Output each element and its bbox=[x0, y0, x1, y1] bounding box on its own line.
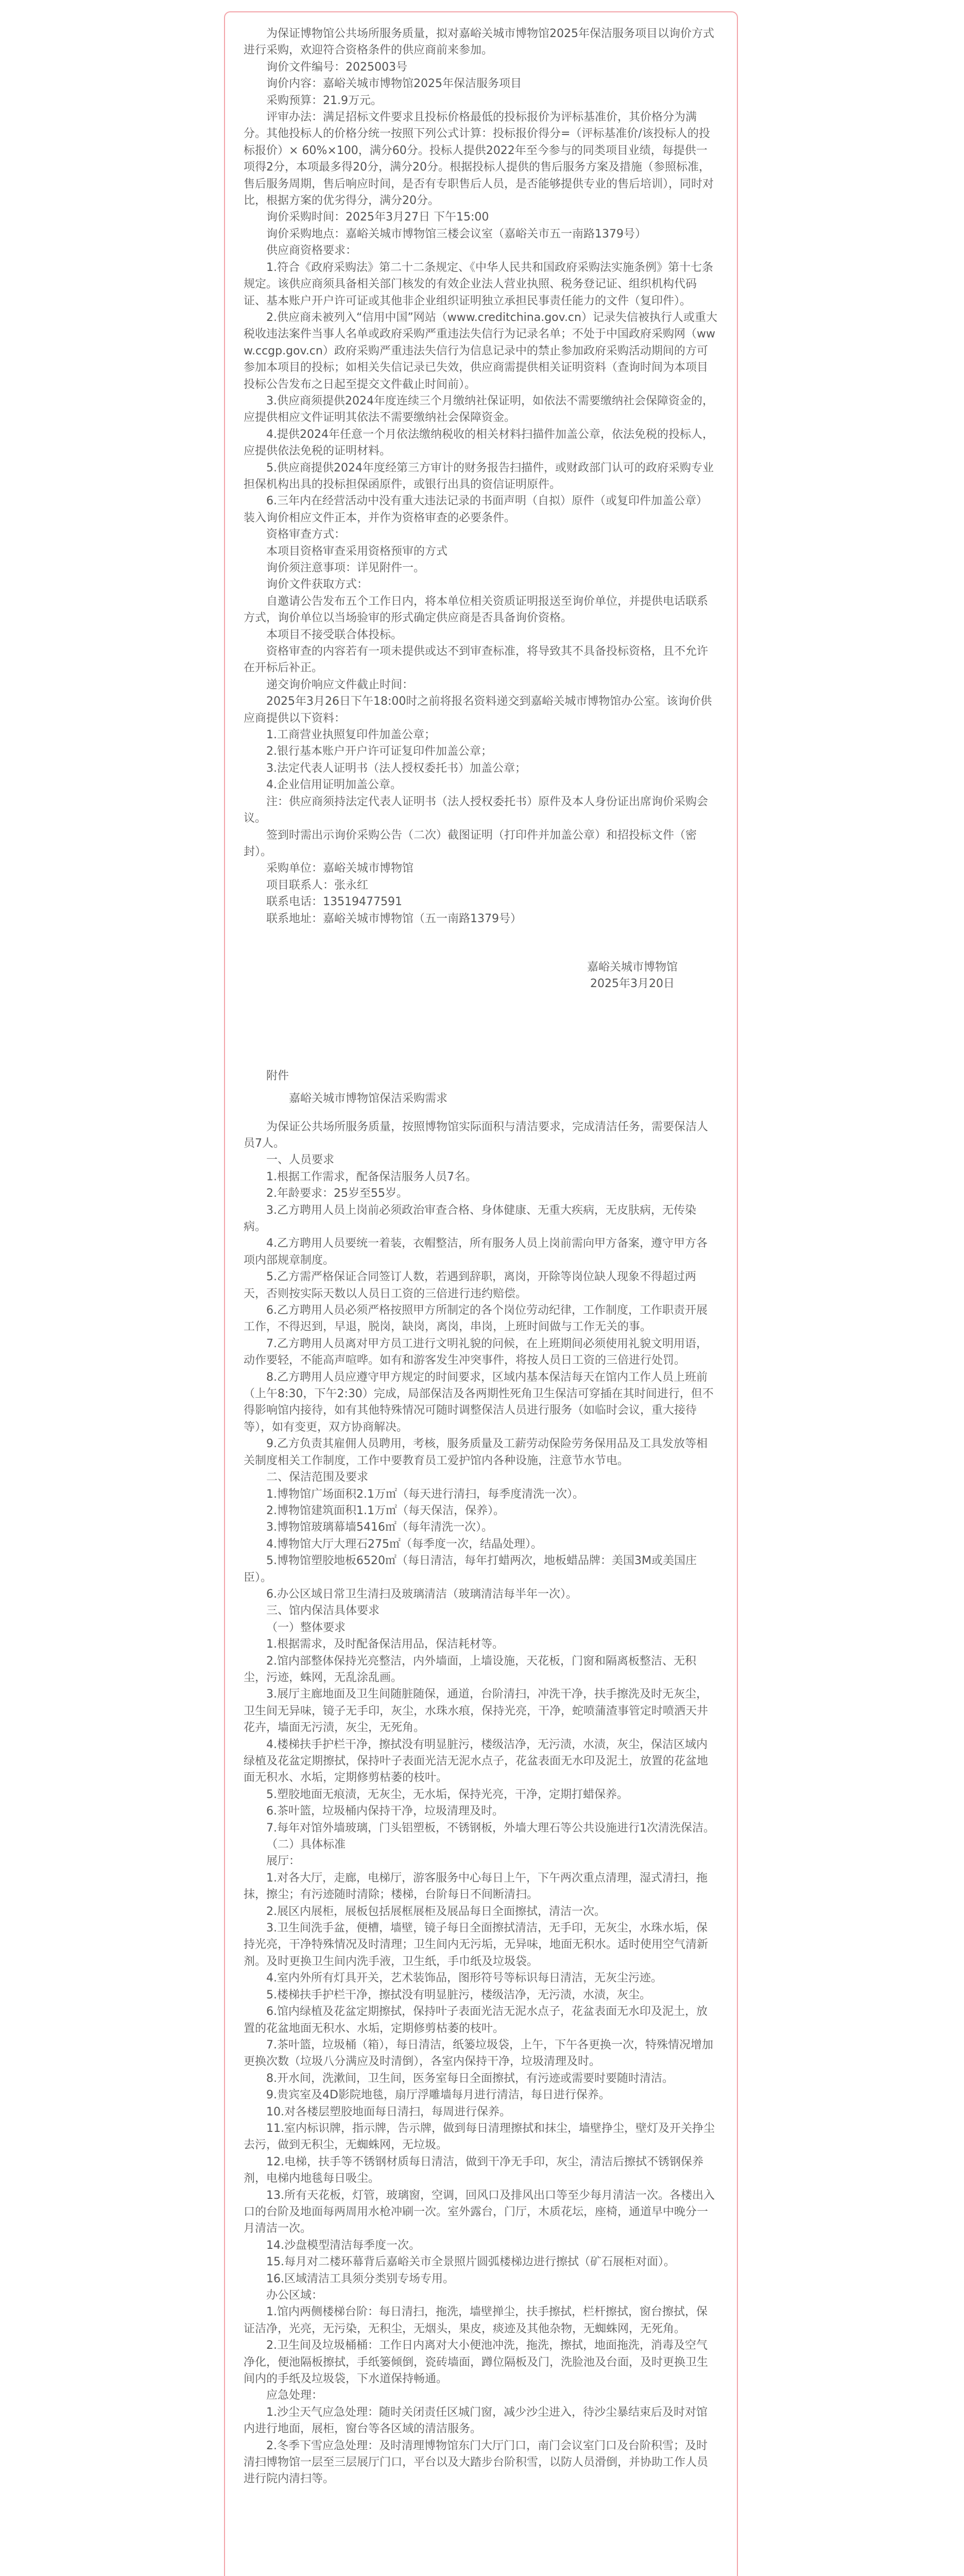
appendix-label: 附件 bbox=[266, 1069, 289, 1082]
appendix-paragraph: 1.根据工作需求，配备保洁服务人员7名。 bbox=[266, 1170, 477, 1183]
appendix-paragraph: 应急处理： bbox=[266, 2389, 323, 2402]
notice-paragraph: 询价采购时间：2025年3月27日 下午15:00 bbox=[266, 211, 489, 224]
spacer bbox=[244, 993, 717, 1068]
notice-paragraph: 5.供应商提供2024年度经第三方审计的财务报告扫描件，或财政部门认可的政府采购专业担保机构出具的投标担保函原件，或银行出具的资信证明原件。 bbox=[244, 461, 714, 491]
appendix-paragraph: （二）具体标准 bbox=[266, 1838, 346, 1852]
appendix-paragraph: 3.乙方聘用人员上岗前必须政治审查合格、身体健康、无重大疾病，无皮肤病，无传染病。 bbox=[244, 1204, 696, 1233]
appendix-paragraph: 4.博物馆大厅大理石275㎡（每季度一次，结晶处理）。 bbox=[266, 1537, 542, 1551]
appendix-paragraph: 6.办公区域日常卫生清扫及玻璃清洁（玻璃清洁每半年一次）。 bbox=[266, 1587, 577, 1601]
appendix-paragraph: 9.乙方负责其雇佣人员聘用，考核，服务质量及工薪劳动保险劳务保用品及工具发放等相关制度相关工作制度，工作中要教育员工爱护馆内各种设施，注意节水节电。 bbox=[244, 1437, 708, 1467]
notice-paragraph: 4.提供2024年任意一个月依法缴纳税收的相关材料扫描件加盖公章，依法免税的投标人，应提供依法免税的证明材料。 bbox=[244, 428, 714, 458]
appendix-paragraph: 7.每年对馆外墙玻璃，门头铝塑板，不锈钢板，外墙大理石等公共设施进行1次清洗保洁。 bbox=[266, 1821, 715, 1835]
signature-date: 2025年3月20日 bbox=[590, 977, 675, 991]
appendix-paragraph: 2.卫生间及垃圾桶桶：工作日内离对大小便池冲洗，拖洗，擦拭，地面拖洗，消毒及空气净化，便池隔板擦拭，手纸篓倾倒，瓷砖墙面，蹲位隔板及门，洗脸池及台面，及时更换卫生间内的手纸及垃圾袋，下水道保持畅通。 bbox=[244, 2339, 709, 2386]
notice-paragraph: 询价内容：嘉峪关城市博物馆2025年保洁服务项目 bbox=[266, 77, 522, 91]
appendix-body bbox=[244, 1119, 717, 2488]
notice-paragraph: 询价须注意事项：详见附件一。 bbox=[266, 562, 425, 574]
spacer bbox=[244, 1108, 717, 1119]
notice-paragraph: 询价文件获取方式： bbox=[266, 578, 369, 591]
appendix-paragraph: 8.开水间，洗漱间，卫生间，医务室每日全面擦拭，有污迹或需要时要随时清洁。 bbox=[266, 2072, 674, 2085]
appendix-paragraph: 7.乙方聘用人员离对甲方员工进行文明礼貌的问候，在上班期间必须使用礼貌文明用语，动作要轻，不能高声喧哗。如有和游客发生冲突事件，将按人员日工资的三倍进行处罚。 bbox=[244, 1337, 708, 1367]
notice-paragraph: 1.符合《政府采购法》第二十二条规定、《中华人民共和国政府采购法实施条例》第十七条规定。该供应商须具备相关部门核发的有效企业法人营业执照、税务登记证、组织机构代码证、基本账户开户许可证或其他非企业组织证明独立承担民事责任能力的文件（复印件）。 bbox=[244, 261, 713, 308]
notice-paragraph: 供应商资格要求： bbox=[266, 244, 357, 258]
appendix-paragraph: 8.乙方聘用人员应遵守甲方规定的时间要求，区域内基本保洁每天在馆内工作人员上班前（上午8:30，下午2:30）完成，局部保洁及各两期性死角卫生保洁可穿插在其时间进行，但不得影响馆内接待，如有其他特殊情况可随时调整保洁人员进行服务（如临时会议，重大接待等），如有变更，双方协商解决。 bbox=[244, 1370, 714, 1434]
appendix-paragraph: 3.展厅主廊地面及卫生间随脏随保，通道，台阶清扫，冲洗干净，扶手擦洗及时无灰尘，卫生间无异味，镜子无手印，灰尘，水珠水痕，保持光亮，干净，蛇喷蒲渣事管定时喷洒天井花卉，墙面无污渍，灰尘，无死角。 bbox=[244, 1688, 709, 1735]
appendix-paragraph: 二、保洁范围及要求 bbox=[266, 1471, 369, 1484]
appendix-paragraph: 5.乙方需严格保证合同签订人数，若遇到辞职，离岗，开除等岗位缺人现象不得超过两天，否则按实际天数以人员日工资的三倍进行违约赔偿。 bbox=[244, 1270, 696, 1300]
appendix-paragraph: 3.博物馆玻璃幕墙5416㎡（每年清洗一次）。 bbox=[266, 1521, 493, 1534]
appendix-paragraph: 1.博物馆广场面积2.1万㎡（每天进行清扫，每季度清洗一次）。 bbox=[266, 1487, 584, 1501]
appendix-paragraph: 2.年龄要求：25岁至55岁。 bbox=[266, 1187, 408, 1200]
appendix-paragraph: 一、人员要求 bbox=[266, 1154, 335, 1167]
notice-paragraph: 联系电话：13519477591 bbox=[266, 895, 402, 909]
appendix-paragraph: 5.塑胶地面无痕渍，无灰尘，无水垢，保持光亮，干净，定期打蜡保养。 bbox=[266, 1788, 628, 1801]
appendix-paragraph: 15.每月对二楼环幕背后嘉峪关市全景照片圆弧楼梯边进行擦拭（矿石展柜对面）。 bbox=[266, 2256, 675, 2269]
notice-paragraph: 自邀请公告发布五个工作日内，将本单位相关资质证明报送至询价单位，并提供电话联系方式，询价单位以当场验审的形式确定供应商是否具备询价资格。 bbox=[244, 595, 709, 625]
appendix-paragraph: 7.茶叶篮，垃圾桶（箱），每日清洁，纸篓垃圾袋，上午，下午各更换一次，特殊情况增加更换次数（垃圾八分满应及时清倒），各室内保持干净，垃圾清理及时。 bbox=[244, 2038, 713, 2069]
appendix-paragraph: 14.沙盘模型清洁每季度一次。 bbox=[266, 2239, 420, 2252]
appendix-paragraph: 16.区域清洁工具须分类别专场专用。 bbox=[266, 2272, 454, 2285]
appendix-title: 嘉峪关城市博物馆保洁采购需求 bbox=[289, 1092, 448, 1106]
appendix-paragraph: 2.博物馆建筑面积1.1万㎡（每天保洁，保养）。 bbox=[266, 1504, 505, 1517]
notice-paragraph: 3.供应商须提供2024年度连续三个月缴纳社保证明，如依法不需要缴纳社会保障资金的，应提供相应文件证明其依法不需要缴纳社会保障资金。 bbox=[244, 394, 714, 425]
appendix-paragraph: 3.卫生间洗手盆，便槽，墙壁，镜子每日全面擦拭清洁，无手印，无灰尘，水珠水垢，保持光亮，干净特殊情况及时清理；卫生间内无污垢，无异味，地面无积水。适时使用空气清新剂。及时更换卫生间内洗手液，卫生纸，手巾纸及垃圾袋。 bbox=[244, 1922, 709, 1968]
signature-block bbox=[553, 959, 712, 993]
appendix-paragraph: 1.馆内两侧楼梯台阶：每日清扫，拖洗，墙壁掸尘，扶手擦拭，栏杆擦拭，窗台擦拭，保证洁净，光亮，无污染，无积尘，无烟头，果皮，痰迹及其他杂物，无蜘蛛网，无死角。 bbox=[244, 2306, 708, 2335]
procurement-notice bbox=[244, 26, 717, 927]
appendix-paragraph: 13.所有天花板，灯管，玻璃窗，空调，回风口及排风出口等至少每月清洁一次。各楼出入口的台阶及地面每两周用水枪冲刷一次。室外露台，门厅，木质花坛，座椅，通道早中晚分一月清洁一次。 bbox=[244, 2189, 715, 2235]
notice-paragraph: 项目联系人：张永红 bbox=[266, 878, 369, 892]
notice-paragraph: 采购预算：21.9万元。 bbox=[266, 94, 382, 107]
appendix-paragraph: 4.室内外所有灯具开关，艺术装饰品，图形符号等标识每日清洁，无灰尘污迹。 bbox=[266, 1972, 662, 1985]
notice-paragraph: 本项目资格审查采用资格预审的方式 bbox=[266, 545, 448, 558]
appendix-paragraph: 2.冬季下雪应急处理：及时清理博物馆东门大厅门口，南门会议室门口及台阶积雪；及时清扫博物馆一层至三层展厅门口，平台以及大踏步台阶积雪，以防人员滑倒，并协助工作人员进行院内清扫等。 bbox=[244, 2439, 709, 2486]
notice-paragraph: 联系地址：嘉峪关城市博物馆（五一南路1379号） bbox=[266, 912, 522, 925]
signature-org: 嘉峪关城市博物馆 bbox=[587, 960, 678, 974]
appendix-paragraph: 6.茶叶篮，垃圾桶内保持干净，垃圾清理及时。 bbox=[266, 1805, 504, 1818]
document-body bbox=[225, 12, 737, 2488]
notice-paragraph: 签到时需出示询价采购公告（二次）截图证明（打印件并加盖公章）和招投标文件（密封）。 bbox=[244, 828, 697, 858]
notice-paragraph: 资格审查的内容若有一项未提供或达不到审查标准，将导致其不具备投标资格，且不允许在开标后补正。 bbox=[244, 645, 709, 675]
appendix-paragraph: （一）整体要求 bbox=[266, 1621, 346, 1634]
appendix-paragraph: 1.沙尘天气应急处理：随时关闭责任区城门窗，减少沙尘进入，待沙尘暴结束后及时对馆内进行地面，展柜，窗台等各区域的清洁服务。 bbox=[244, 2405, 708, 2436]
appendix-paragraph: 办公区域： bbox=[266, 2289, 323, 2302]
notice-paragraph: 2.银行基本账户开户许可证复印件加盖公章； bbox=[266, 745, 492, 758]
notice-paragraph: 资格审查方式： bbox=[266, 528, 346, 541]
appendix-paragraph: 4.楼梯扶手护栏干净，擦拭没有明显脏污，楼级洁净，无污渍，水渍，灰尘，保洁区域内绿植及花盆定期擦拭，保持叶子表面光洁无泥水点子，花盆表面无水印及泥土，放置的花盆地面无积水、水垢，定期修剪枯萎的枝叶。 bbox=[244, 1738, 709, 1785]
appendix-paragraph: 4.乙方聘用人员要统一着装，衣帽整洁，所有服务人员上岗前需向甲方备案，遵守甲方各项内部规章制度。 bbox=[244, 1237, 708, 1267]
spacer bbox=[244, 927, 717, 959]
notice-paragraph: 本项目不接受联合体投标。 bbox=[266, 628, 403, 641]
appendix-paragraph: 11.室内标识牌，指示牌，告示牌，做到每日清理擦拭和抹尘，墙壁挣尘，壁灯及开关挣尘去污，做到无积尘，无蜘蛛网，无垃圾。 bbox=[244, 2122, 715, 2152]
notice-paragraph: 为保证博物馆公共场所服务质量，拟对嘉峪关城市博物馆2025年保洁服务项目以询价方式进行采购，欢迎符合资格条件的供应商前来参加。 bbox=[244, 27, 714, 57]
appendix-paragraph: 为保证公共场所服务质量，按照博物馆实际面积与清洁要求，完成清洁任务，需要保洁人员7人。 bbox=[244, 1120, 709, 1150]
notice-paragraph: 2.供应商未被列入“信用中国”网站（www.creditchina.gov.cn）记录失信被执行人或重大税收违法案件当事人名单或政府采购严重违法失信行为记录名单；不处于中国政府采购网（www.ccgp.gov.cn）政府采购严重违法失信行为信息记录中的禁止参加政府采购活动期间的方可参加本项目的投标；如相关失信记录已失效，供应商需提供相关证明资料（查询时间为本项目投标公告发布之日起至提交文件截止时间前）。 bbox=[244, 311, 717, 391]
notice-paragraph: 4.企业信用证明加盖公章。 bbox=[266, 778, 402, 792]
appendix-paragraph: 2.馆内部整体保持光亮整洁，内外墙面，上墙设施，天花板，门窗和隔离板整洁、无积尘，污迹，蛛网，无乱涂乱画。 bbox=[244, 1654, 696, 1684]
appendix-paragraph: 1.根据需求，及时配备保洁用品，保洁耗材等。 bbox=[266, 1638, 504, 1651]
spacer bbox=[244, 1084, 717, 1091]
appendix-paragraph: 2.展区内展柜，展板包括展框展柜及展品每日全面擦拭，清洁一次。 bbox=[266, 1905, 606, 1918]
appendix-paragraph: 5.楼梯扶手护栏干净，擦拭没有明显脏污，楼级洁净，无污渍，水渍，灰尘。 bbox=[266, 1988, 651, 2002]
appendix-paragraph: 12.电梯，扶手等不锈钢材质每日清洁，做到干净无手印，灰尘，清洁后擦拭不锈钢保养剂，电梯内地毯每日吸尘。 bbox=[244, 2155, 703, 2185]
appendix-paragraph: 10.对各楼层塑胶地面每日清扫，每周进行保养。 bbox=[266, 2105, 511, 2119]
appendix-paragraph: 6.馆内绿植及花盆定期擦拭，保持叶子表面光洁无泥水点子，花盆表面无水印及泥土，放置的花盆地面无积水、水垢，定期修剪枯萎的枝叶。 bbox=[244, 2005, 708, 2035]
notice-paragraph: 6.三年内在经营活动中没有重大违法记录的书面声明（自拟）原件（或复印件加盖公章）装入询价相应文件正本，并作为资格审查的必要条件。 bbox=[244, 495, 708, 524]
notice-paragraph: 注：供应商须持法定代表人证明书（法人授权委托书）原件及本人身份证出席询价采购会议。 bbox=[244, 795, 709, 825]
notice-paragraph: 采购单位：嘉峪关城市博物馆 bbox=[266, 862, 414, 875]
appendix-paragraph: 1.对各大厅，走廊，电梯厅，游客服务中心每日上午，下午两次重点清理，湿式清扫，拖抹，擦尘；有污迹随时清除；楼梯，台阶每日不间断清扫。 bbox=[244, 1871, 708, 1902]
notice-paragraph: 询价采购地点：嘉峪关城市博物馆三楼会议室（嘉峪关市五一南路1379号） bbox=[266, 227, 646, 241]
notice-paragraph: 3.法定代表人证明书（法人授权委托书）加盖公章； bbox=[266, 761, 526, 775]
notice-paragraph: 评审办法：满足招标文件要求且投标价格最低的投标报价为评标基准价，其价格分为满分。其他投标人的价格分统一按照下列公式计算：投标报价得分=（评标基准价/该投标人的投标报价）× 60%×100，满分60分。投标人提供2022年至今参与的同类项目业绩，每提供一项得2分，本项最多得20分，满分20分。根据投标人提供的售后服务方案及措施（参照标准，售后服务周期，售后响应时间，是否有专职售后人员，是否能够提供专业的售后培训），同时对比，根据方案的优劣得分，满分20分。 bbox=[244, 111, 714, 208]
notice-paragraph: 询价文件编号：2025003号 bbox=[266, 60, 407, 74]
document-page bbox=[224, 11, 738, 2576]
appendix-paragraph: 6.乙方聘用人员必须严格按照甲方所制定的各个岗位劳动纪律，工作制度，工作职责开展工作，不得迟到，早退，脱岗，缺岗，离岗，串岗，上班时间做与工作无关的事。 bbox=[244, 1304, 708, 1334]
notice-paragraph: 1.工商营业执照复印件加盖公章； bbox=[266, 728, 436, 742]
notice-paragraph: 递交询价响应文件截止时间： bbox=[266, 678, 414, 691]
notice-paragraph: 2025年3月26日下午18:00时之前将报名资料递交到嘉峪关城市博物馆办公室。该询价供应商提供以下资料： bbox=[244, 695, 712, 725]
appendix-paragraph: 三、馆内保洁具体要求 bbox=[266, 1604, 380, 1618]
appendix-paragraph: 5.博物馆塑胶地板6520㎡（每日清洁，每年打蜡两次，地板蜡品牌：美国3M或美国庄臣）。 bbox=[244, 1554, 697, 1584]
appendix-paragraph: 9.贵宾室及4D影院地毯，扇厅浮雕墙每月进行清洁，每日进行保养。 bbox=[266, 2089, 610, 2102]
appendix-paragraph: 展厅： bbox=[266, 1855, 301, 1868]
